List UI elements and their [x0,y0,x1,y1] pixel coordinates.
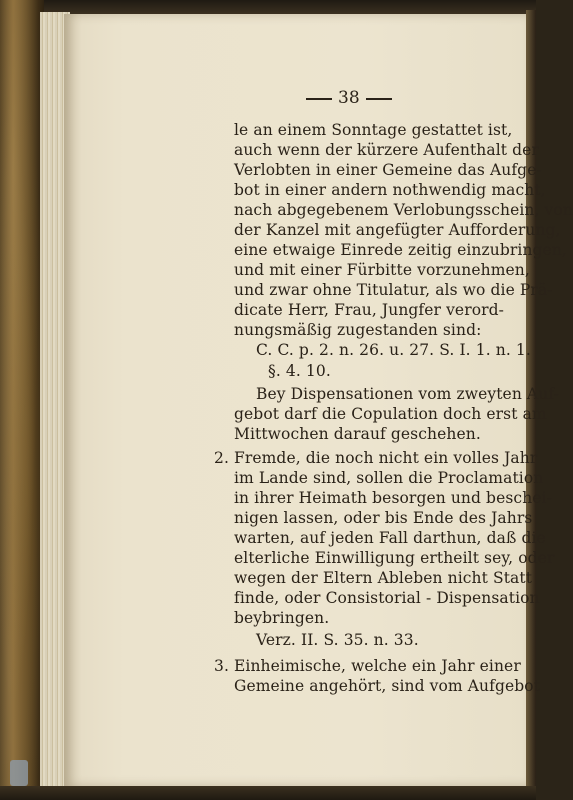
text-line: und mit einer Fürbitte vorzunehmen, [234,261,530,279]
text-line: le an einem Sonntage gestattet ist, [234,121,513,139]
citation: §. 4. 10. [268,362,331,380]
list-number: 2. [214,449,229,467]
text-line: Einheimische, welche ein Jahr einer [234,657,521,675]
citation: Verz. II. S. 35. n. 33. [256,631,419,649]
text-line: finde, oder Consistorial - Dispensation [234,589,540,607]
text-line: Fremde, die noch nicht ein volles Jahr [234,449,538,467]
text-line: nigen lassen, oder bis Ende des Jahrs [234,509,533,527]
text-line: Verlobten in einer Gemeine das Aufge- [234,161,542,179]
text-line: nach abgegebenem Verlobungsschein, von [234,201,573,219]
text-line: im Lande sind, sollen die Proclamation [234,469,544,487]
text-line: bot in einer andern nothwendig macht, [234,181,546,199]
text-line: Mittwochen darauf geschehen. [234,425,481,443]
text-line: der Kanzel mit angefügter Aufforderung, [234,221,561,239]
text-line: nungsmäßig zugestanden sind: [234,321,482,339]
text-line: wegen der Eltern Ableben nicht Statt [234,569,533,587]
text-line: gebot darf die Copulation doch erst am [234,405,547,423]
page-number: 38 [300,88,398,108]
text-line: Bey Dispensationen vom zweyten Auf- [256,385,559,403]
text-line: und zwar ohne Titulatur, als wo die Prä- [234,281,553,299]
text-line: elterliche Einwilligung ertheilt sey, oder [234,549,555,567]
text-line: beybringen. [234,609,330,627]
text-line: in ihrer Heimath besorgen und beschei- [234,489,552,507]
text-line: warten, auf jeden Fall darthun, daß die [234,529,546,547]
text-line: auch wenn der kürzere Aufenthalt der [234,141,539,159]
text-line: eine etwaige Einrede zeitig einzubringen, [234,241,567,259]
text-line: dicate Herr, Frau, Jungfer verord- [234,301,505,319]
text-line: Gemeine angehört, sind vom Aufgebot [234,677,541,695]
list-number: 3. [214,657,229,675]
citation: C. C. p. 2. n. 26. u. 27. S. I. 1. n. 1. [256,341,531,359]
